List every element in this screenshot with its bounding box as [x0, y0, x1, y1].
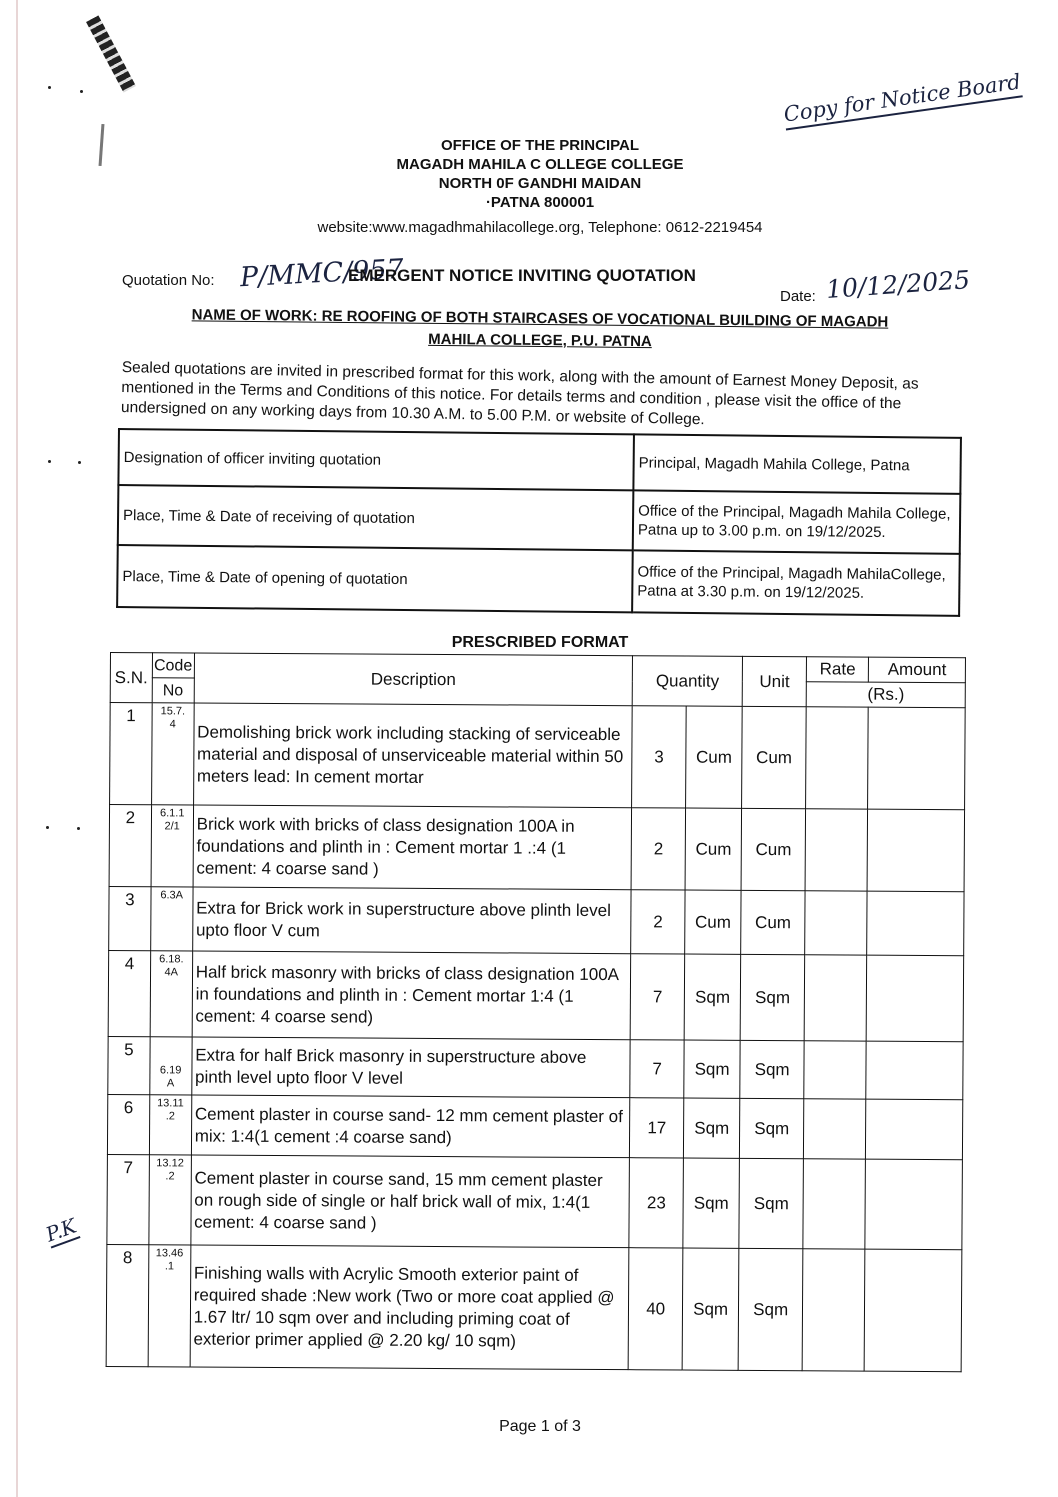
city-pin: ·PATNA 800001 — [485, 194, 595, 211]
handwritten-initials: P.K — [42, 1213, 80, 1247]
row-unit: Sqm — [740, 1040, 804, 1098]
row-quantity-unit: Cum — [685, 808, 741, 890]
table-row — [110, 703, 966, 810]
contact-line: website:www.magadhmahilacollege.org, Telephone: 0612-2219454 — [317, 219, 763, 236]
row-description: Extra for half Brick masonry in superstructure above pinth level upto floor V level — [191, 1037, 630, 1098]
row-description: Brick work with bricks of class designation 100A in foundations and plinth in : Cement mortar 1 .:4 (1 cement: 4 coarse sand ) — [193, 805, 632, 890]
row-quantity-unit: Sqm — [684, 1098, 740, 1158]
header-rate: Rate — [807, 657, 869, 682]
row-sn: 5 — [108, 1036, 150, 1094]
row-amount[interactable] — [866, 1099, 963, 1160]
punch-dot — [78, 461, 81, 464]
header-code-no: No — [152, 678, 194, 703]
row-quantity: 2 — [631, 890, 685, 954]
table-row — [106, 1244, 962, 1371]
row-amount[interactable] — [866, 955, 963, 1042]
row-description: Finishing walls with Acrylic Smooth exterior paint of required shade :New work (Two or more coat applied @ 1.67 ltr/ 10 sqm over and including priming coat of exterior primer applied @ 2.20 kg/ 10 sqm) — [190, 1245, 629, 1370]
punch-dot — [48, 460, 51, 463]
table-row — [107, 1094, 962, 1159]
row-amount[interactable] — [868, 707, 965, 810]
date-value: 10/12/2025 — [825, 265, 971, 304]
name-of-work: NAME OF WORK: RE ROOFING OF BOTH STAIRCASES OF VOCATIONAL BUILDING OF MAGADH — [191, 306, 889, 331]
row-code: 6.3A — [150, 887, 192, 951]
info-value: Office of the Principal, Magadh MahilaCollege, Patna at 3.30 p.m. on 19/12/2025. — [632, 550, 960, 615]
row-rate[interactable] — [804, 1041, 866, 1099]
table-row — [109, 805, 964, 892]
row-sn: 3 — [109, 886, 151, 950]
row-unit: Cum — [742, 706, 807, 808]
row-code: 6.18. 4A — [150, 951, 192, 1037]
header-unit: Unit — [742, 656, 806, 706]
intro-paragraph: Sealed quotations are invited in prescribed format for this work, along with the amount of Earnest Money Deposit, as mentioned in the Terms and Conditions of this notice. For details terms and condition , please visit the office of the undersigned on any working days from 10.30 A.M. to 5.00 P.M. or website of College. — [120, 358, 919, 429]
notice-title: EMERGENT NOTICE INVITING QUOTATION — [348, 266, 696, 285]
row-quantity-unit: Sqm — [684, 954, 740, 1040]
row-sn: 8 — [106, 1244, 148, 1366]
table-row — [107, 1154, 963, 1249]
row-quantity: 17 — [630, 1098, 684, 1158]
row-amount[interactable] — [864, 1249, 961, 1372]
prescribed-format-table — [106, 652, 966, 1372]
row-rate[interactable] — [802, 1249, 865, 1371]
row-unit: Cum — [741, 808, 806, 890]
punch-dot — [80, 90, 83, 93]
row-rate[interactable] — [803, 1159, 866, 1249]
address-line: NORTH 0F GANDHI MAIDAN — [438, 175, 642, 192]
info-label: Designation of officer inviting quotation — [118, 429, 634, 490]
row-amount[interactable] — [866, 1041, 963, 1100]
row-quantity: 7 — [630, 954, 684, 1040]
row-code: 13.12 .2 — [149, 1155, 192, 1245]
punch-dot — [48, 86, 51, 89]
row-quantity: 23 — [629, 1158, 683, 1248]
row-quantity: 3 — [632, 706, 687, 808]
row-description: Extra for Brick work in superstructure above plinth level upto floor V cum — [192, 887, 631, 954]
row-quantity-unit: Sqm — [682, 1248, 739, 1370]
table-row — [117, 545, 960, 616]
handwritten-note: Copy for Notice Board — [782, 70, 1023, 131]
row-unit: Cum — [741, 890, 805, 954]
table-row — [109, 886, 964, 955]
quotation-no-value: P/MMC/957 — [239, 253, 405, 294]
table-row — [118, 429, 961, 494]
row-sn: 6 — [107, 1094, 149, 1154]
row-unit: Sqm — [738, 1248, 803, 1370]
row-quantity-unit: Sqm — [683, 1158, 740, 1248]
header-amount: Amount — [869, 657, 966, 683]
name-of-work-cont: MAHILA COLLEGE, P.U. PATNA — [428, 330, 652, 351]
row-unit: Sqm — [740, 1098, 804, 1158]
row-amount[interactable] — [867, 809, 964, 892]
row-rate[interactable] — [804, 955, 867, 1041]
header-quantity: Quantity — [632, 656, 742, 707]
row-quantity-unit: Sqm — [684, 1040, 740, 1098]
prescribed-format-title: PRESCRIBED FORMAT — [451, 634, 629, 651]
row-amount[interactable] — [865, 1159, 962, 1250]
info-value: Principal, Magadh Mahila College, Patna — [633, 434, 961, 493]
office-title: OFFICE OF THE PRINCIPAL — [440, 137, 640, 154]
row-description: Demolishing brick work including stacking of serviceable material and disposal of unserviceable material within 50 meters lead: In cement mortar — [193, 703, 632, 808]
quotation-no-label: Quotation No: — [122, 272, 215, 289]
row-description: Half brick masonry with bricks of class designation 100A in foundations and plinth in : Cement mortar 1:4 (1 cement: 4 coarse send) — [192, 951, 631, 1040]
row-unit: Sqm — [739, 1158, 804, 1248]
row-code: 15.7. 4 — [151, 703, 194, 805]
quotation-info-table — [116, 428, 962, 617]
punch-dot — [46, 826, 49, 829]
row-quantity: 2 — [631, 808, 685, 890]
paper-clip-icon — [86, 15, 136, 92]
table-row — [108, 950, 964, 1041]
header-sn: S.N. — [110, 653, 152, 703]
row-rate[interactable] — [805, 891, 867, 955]
college-name: MAGADH MAHILA C OLLEGE COLLEGE — [396, 156, 684, 173]
row-amount[interactable] — [867, 891, 964, 956]
info-label: Place, Time & Date of opening of quotation — [117, 545, 633, 612]
row-description: Cement plaster in course sand- 12 mm cement plaster of mix: 1:4(1 cement :4 coarse sand) — [191, 1095, 630, 1158]
row-sn: 2 — [109, 805, 151, 887]
row-sn: 7 — [107, 1154, 149, 1244]
punch-dot — [77, 827, 80, 830]
row-code: 6.19 A — [150, 1037, 192, 1095]
table-row — [108, 1036, 963, 1099]
row-sn: 4 — [108, 950, 150, 1036]
row-rate[interactable] — [805, 809, 868, 891]
row-rate[interactable] — [804, 1099, 866, 1159]
info-value: Office of the Principal, Magadh Mahila College, Patna up to 3.00 p.m. on 19/12/2025. — [633, 490, 961, 553]
table-row — [118, 485, 961, 554]
row-quantity-unit: Cum — [686, 706, 743, 808]
row-sn: 1 — [110, 703, 152, 805]
row-code: 13.46 .1 — [148, 1245, 191, 1367]
row-rate[interactable] — [806, 707, 869, 809]
info-label: Place, Time & Date of receiving of quotation — [118, 485, 634, 550]
header-code: Code — [152, 653, 194, 678]
page-number: Page 1 of 3 — [499, 1418, 581, 1435]
header-description: Description — [194, 653, 633, 706]
row-quantity-unit: Cum — [685, 890, 741, 954]
row-quantity: 7 — [630, 1040, 684, 1098]
date-label: Date: — [780, 288, 816, 305]
row-unit: Sqm — [740, 954, 805, 1040]
row-code: 13.11 .2 — [149, 1095, 191, 1155]
row-description: Cement plaster in course sand, 15 mm cement plaster on rough side of single or half brick wall of mix, 1:4(1 cement: 4 coarse sand ) — [191, 1155, 630, 1248]
row-quantity: 40 — [628, 1248, 683, 1370]
header-currency: (Rs.) — [806, 682, 965, 708]
row-code: 6.1.1 2/1 — [151, 805, 193, 887]
